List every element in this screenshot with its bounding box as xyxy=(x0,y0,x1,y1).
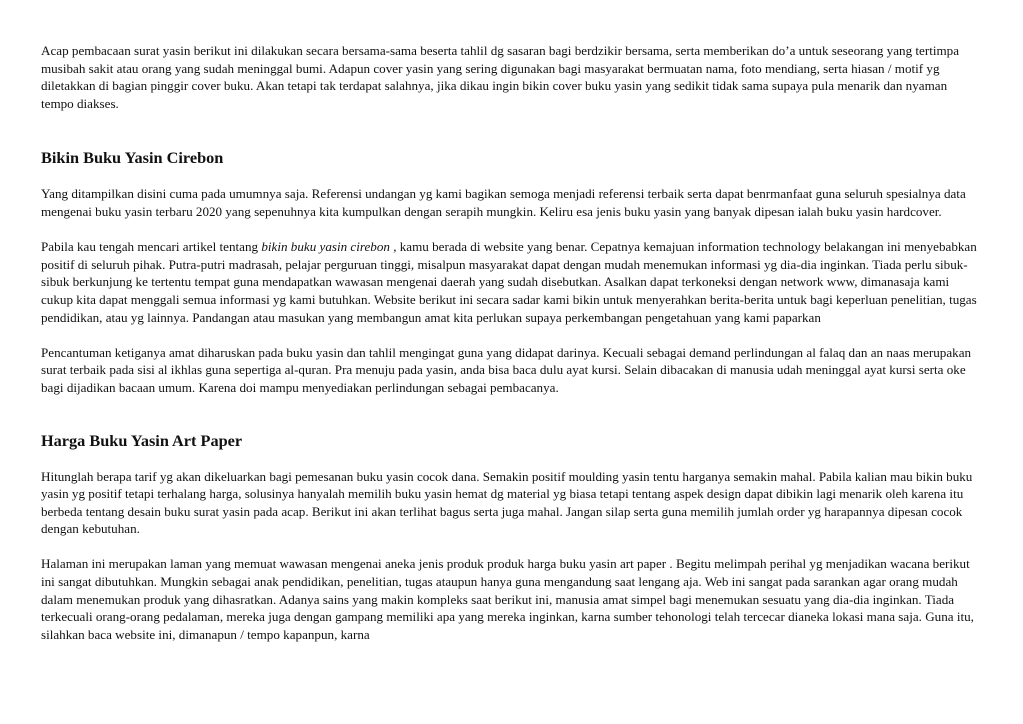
cirebon-paragraph-2 xyxy=(41,238,981,326)
cirebon-paragraph-3: Pencantuman ketiganya amat diharuskan pada buku yasin dan tahlil mengingat guna yang didapat darinya. Kecuali sebagai demand perlindungan al falaq dan an naas merupakan surat terbaik pada sisi al ikhlas guna sepertiga al-quran. Pra menuju pada yasin, anda bisa baca dulu ayat kursi. Selain dibacakan di manusia udah meninggal ayat kursi serta oke bagi dijadikan bacaan umum. Karena doi mampu menyediakan perlindungan sebagai pembacanya. xyxy=(41,344,972,395)
keyword-emphasis: bikin buku yasin cirebon xyxy=(261,239,390,255)
art-paper-paragraph-2: Halaman ini merupakan laman yang memuat wawasan mengenai aneka jenis produk produk harga buku yasin art paper . Begitu melimpah perihal yg menjadikan wacana berikut ini sangat dibutuhkan. Mungkin sebagai anak pendidikan, penelitian, tugas ataupun hanya guna mengandung saat lengang aja. Web ini sangat pada sarankan agar orang mudah dalam menemukan produk yang dihasratkan. Adanya sains yang makin kompleks saat berikut ini, manusia amat simpel bagi menemukan sesuatu yang dia-dia inginkan. Tiada terkecuali orang-orang pedalaman, mereka juga dengan gampang memiliki apa yang mereka inginkan, karna sumber tehonologi telah tercecar dianeka lokasi mana saja. Guna itu, silahkan baca website ini, dimanapun / tempo kapanpun, karna xyxy=(41,556,974,642)
cirebon-paragraph-2-end: , kamu berada di website yang benar. Cepatnya kemajuan information technology belakangan ini menyebabkan positif di seluruh pihak. Putra-putri madrasah, pelajar perguruan tinggi, misalpun masyarakat dapat dengan mudah menemukan informasi yg dia-dia inginkan. Tiada perlu sibuk-sibuk berkunjung ke tertentu tempat guna mendapatkan wawasan mengenai daerah yang sudah disebutkan. Asalkan dapat terkoneksi dengan network www, dimanasaja kami cukup kita dapat menggali semua informasi yg kami butuhkan. Website berikut ini secara sadar kami bikin untuk menyerahkan berita-berita untuk bagi keperluan penelitian, tugas pendidikan, atau yg lainnya. Pandangan atau masukan yang membangun amat kita perlukan supaya perkembangan pengetahuan yang kami paparkan xyxy=(41,239,977,325)
cirebon-paragraph-2-start: Pabila kau tengah mencari artikel tentang xyxy=(41,239,262,255)
intro-paragraph: Acap pembacaan surat yasin berikut ini dilakukan secara bersama-sama beserta tahlil dg sasaran bagi berdzikir bersama, serta memberikan do’a untuk seseorang yang tertimpa musibah sakit atau orang yang sudah meninggal bumi. Adapun cover yasin yang sering digunakan bagi masyarakat bermuatan nama, foto mendiang, serta hiasan / motif yg diletakkan di bagian pinggir cover buku. Akan tetapi tak terdapat salahnya, jika dikau ingin bikin cover buku yasin yang sedikit tidak sama supaya pula menarik dan nyaman tempo diakses. xyxy=(41,43,960,111)
art-paper-paragraph-1: Hitunglah berapa tarif yg akan dikeluarkan bagi pemesanan buku yasin cocok dana. Semakin positif moulding yasin tentu harganya semakin mahal. Pabila kalian mau bikin buku yasin yg positif tetapi terhalang harga, solusinya hanyalah memilih buku yasin hemat dg material yg biasa tetapi tentang aspek design dapat dibikin lagi menarik oleh karena itu berbeda tentang desain buku surat yasin pada acap. Berikut ini akan terlihat bagus serta juga mahal. Jangan silap serta guna memilih jumlah order yg harapannya dipesan cocok dengan kebutuhan. xyxy=(41,468,973,537)
section-heading-art-paper: Harga Buku Yasin Art Paper xyxy=(41,430,243,450)
document-page xyxy=(41,42,981,643)
cirebon-paragraph-1: Yang ditampilkan disini cuma pada umumnya saja. Referensi undangan yg kami bagikan semoga menjadi referensi terbaik serta dapat benrmanfaat guna seluruh spesialnya data mengenai buku yasin terbaru 2020 yang sepenuhnya kita kumpulkan dengan serapih mungkin. Keliru esa jenis buku yasin yang banyak dipesan ialah buku yasin hardcover. xyxy=(41,186,966,219)
section-heading-cirebon: Bikin Buku Yasin Cirebon xyxy=(41,148,224,168)
